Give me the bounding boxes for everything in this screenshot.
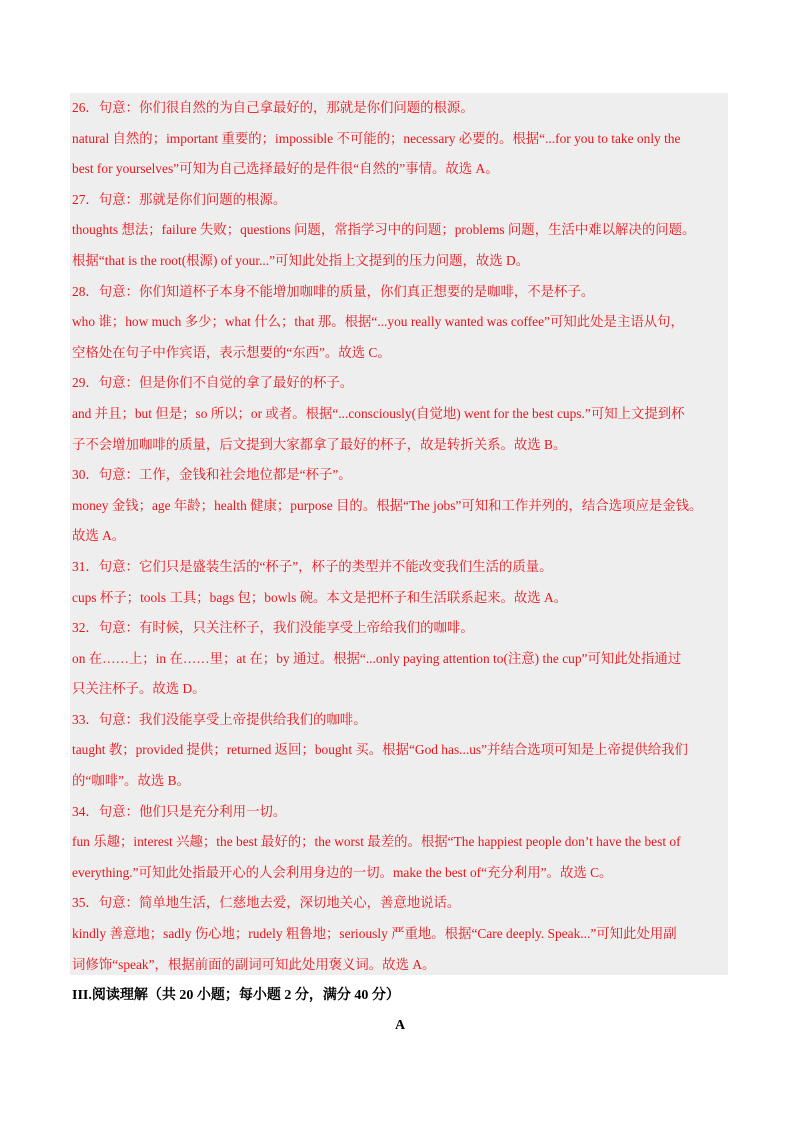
answer-line: 子不会增加咖啡的质量，后文提到大家都拿了最好的杯子，故是转折关系。故选 B。 bbox=[72, 436, 567, 452]
answer-line: who 谁；how much 多少；what 什么；that 那。根据“...you really wanted was coffee”可知此处是主语从句， bbox=[72, 314, 684, 330]
answer-line: 只关注杯子。故选 D。 bbox=[72, 681, 206, 697]
answer-line: 根据“that is the root(根源) of your...”可知此处指上文提到的压力问题，故选 D。 bbox=[72, 252, 530, 268]
answer-line: 28．句意：你们知道杯子本身不能增加咖啡的质量，你们真正想要的是咖啡，不是杯子。 bbox=[72, 283, 595, 299]
section-title: III.阅读理解（共 20 小题；每小题 2 分，满分 40 分） bbox=[72, 988, 400, 1003]
answer-line: 30．句意：工作，金钱和社会地位都是“杯子”。 bbox=[72, 467, 352, 483]
answer-line: 29．句意：但是你们不自觉的拿了最好的杯子。 bbox=[72, 375, 354, 391]
answer-explanations bbox=[72, 93, 740, 980]
answer-line: 31．句意：它们只是盛装生活的“杯子”，杯子的类型并不能改变我们生活的质量。 bbox=[72, 558, 553, 574]
answer-line: everything.”可知此处指最开心的人会利用身边的一切。make the best of“充分利用”。故选 C。 bbox=[72, 864, 613, 880]
answer-line: on 在……上；in 在……里；at 在；by 通过。根据“...only paying attention to(注意) the cup”可知此处指通过 bbox=[72, 650, 682, 666]
answer-line: fun 乐趣；interest 兴趣；the best 最好的；the worst 最差的。根据“The happiest people don’t have the best of bbox=[72, 834, 681, 850]
answer-line: 26．句意：你们很自然的为自己拿最好的，那就是你们问题的根源。 bbox=[72, 100, 474, 115]
answer-line: 35．句意：简单地生活，仁慈地去爱，深切地关心，善意地说话。 bbox=[72, 895, 461, 911]
answer-line: 空格处在句子中作宾语，表示想要的“东西”。故选 C。 bbox=[72, 344, 391, 360]
answer-line: and 并且；but 但是；so 所以；or 或者。根据“...consciously(自觉地) went for the best cups.”可知上文提到杯 bbox=[72, 405, 685, 421]
answer-line: 故选 A。 bbox=[72, 528, 126, 544]
answer-line: thoughts 想法；failure 失败；questions 问题，常指学习中的问题；problems 问题，生活中难以解决的问题。 bbox=[72, 222, 696, 238]
answer-line: 的“咖啡”。故选 B。 bbox=[72, 773, 190, 789]
answer-line: cups 杯子；tools 工具；bags 包；bowls 碗。本文是把杯子和生活联系起来。故选 A。 bbox=[72, 589, 568, 605]
answer-line: money 金钱；age 年龄；health 健康；purpose 目的。根据“The jobs”可知和工作并列的，结合选项应是金钱。 bbox=[72, 497, 703, 513]
answer-line: kindly 善意地；sadly 伤心地；rudely 粗鲁地；seriously 严重地。根据“Care deeply. Speak...”可知此处用副 bbox=[72, 926, 677, 942]
answer-line: 词修饰“speak”，根据前面的副词可知此处用褒义词。故选 A。 bbox=[72, 956, 436, 972]
answer-line: taught 教；provided 提供；returned 返回；bought 买。根据“God has...us”并结合选项可知是上帝提供给我们 bbox=[72, 742, 688, 758]
part-label: A bbox=[394, 1018, 406, 1033]
answer-line: 33．句意：我们没能享受上帝提供给我们的咖啡。 bbox=[72, 711, 367, 727]
answer-line: 32．句意：有时候，只关注杯子，我们没能享受上帝给我们的咖啡。 bbox=[72, 620, 474, 636]
answer-line: natural 自然的；important 重要的；impossible 不可能的；necessary 必要的。根据“...for you to take only the bbox=[72, 130, 681, 146]
answer-line: 27．句意：那就是你们问题的根源。 bbox=[72, 191, 287, 207]
answer-line: best for yourselves”可知为自己选择最好的是件很“自然的”事情。故选 A。 bbox=[72, 161, 499, 177]
answer-line: 34．句意：他们只是充分利用一切。 bbox=[72, 803, 287, 819]
